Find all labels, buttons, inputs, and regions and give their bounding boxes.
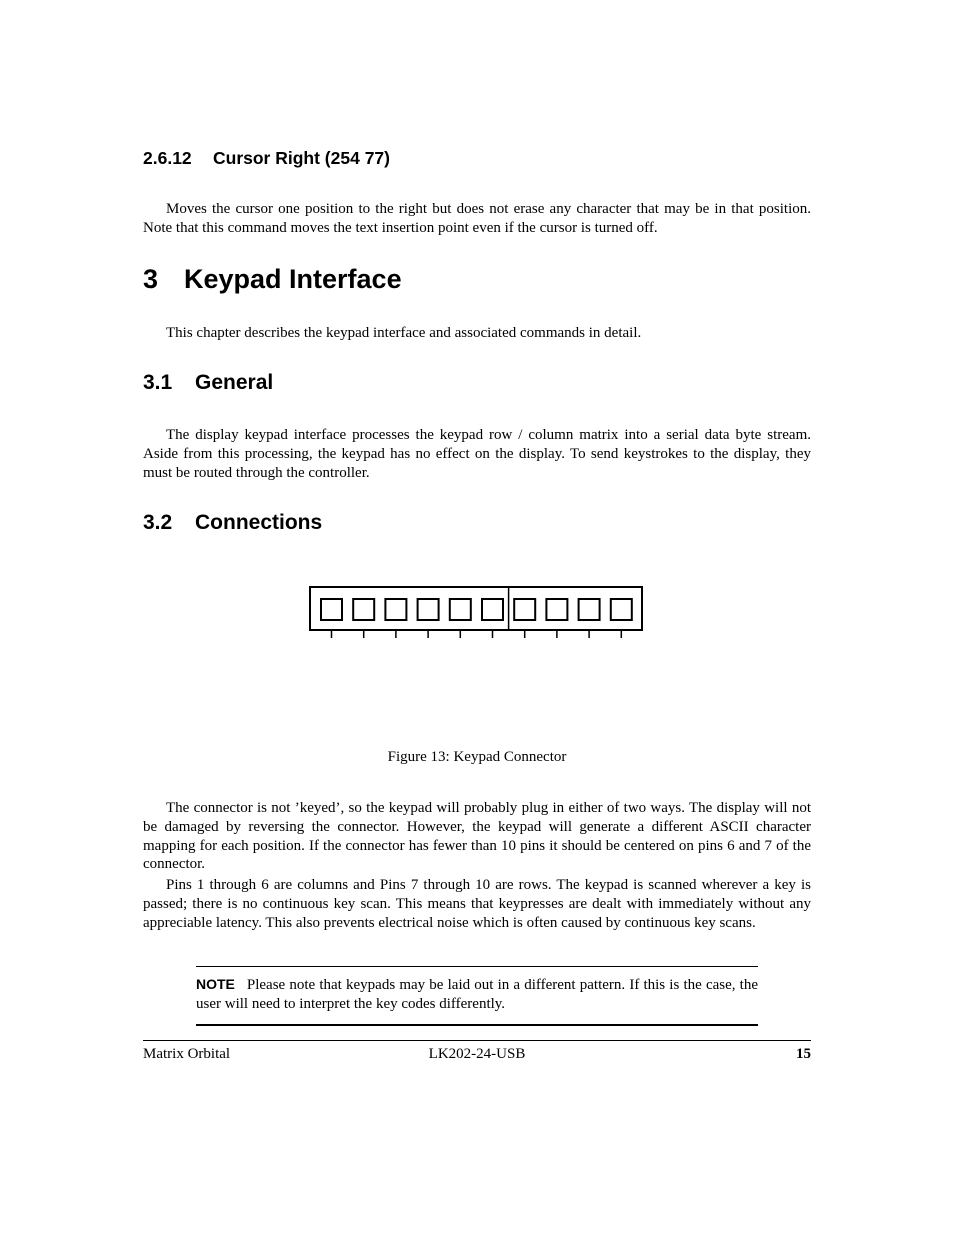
paragraph-cursor-right xyxy=(143,200,811,238)
chapter-title: Keypad Interface xyxy=(184,264,402,294)
section-title: General xyxy=(195,371,274,394)
note-box xyxy=(196,966,758,1026)
paragraph-text: The display keypad interface processes the keypad row / column matrix into a serial data byte stream. Aside from this processing, the keypad has no effect on the display. To send keystrokes to the display, they must be routed through the controller. xyxy=(143,427,811,481)
chapter-heading xyxy=(143,264,402,294)
paragraph-connector-keying xyxy=(143,799,811,933)
note-text: Please note that keypads may be laid out in a different pattern. If this is the case, the user will need to interpret the key codes differently. xyxy=(196,977,758,1012)
connector-pin-2 xyxy=(353,599,374,620)
paragraph-text: Pins 1 through 6 are columns and Pins 7 through 10 are rows. The keypad is scanned wherever a key is passed; there is no continuous key scan. This means that keypresses are dealt with immediately without any appreciable latency. This also prevents electrical noise which is often caused by continuous key scans. xyxy=(143,877,811,931)
note-label: NOTE xyxy=(196,976,235,992)
section-number: 3.2 xyxy=(143,511,173,534)
paragraph-text: The connector is not ’keyed’, so the keypad will probably plug in either of two ways. The display will not be damaged by reversing the connector. However, the keypad will generate a different ASCII character mapping for each position. If the connector has fewer than 10 pins it should be centered on pins 6 and 7 of the connector. xyxy=(143,800,811,873)
footer-model: LK202-24-USB xyxy=(428,1046,526,1062)
section-heading-general xyxy=(143,371,273,395)
subsection-title: Cursor Right (254 77) xyxy=(213,148,390,168)
keypad-connector-figure xyxy=(143,580,811,650)
paragraph-text: This chapter describes the keypad interface and associated commands in detail. xyxy=(166,325,642,341)
footer-company: Matrix Orbital xyxy=(143,1046,231,1062)
connector-pin-5 xyxy=(450,599,471,620)
connector-pin-9 xyxy=(579,599,600,620)
subsection-heading-cursor-right xyxy=(143,148,390,168)
connector-pin-6 xyxy=(482,599,503,620)
connector-pin-7 xyxy=(514,599,535,620)
connector-pin-4 xyxy=(418,599,439,620)
paragraph-chapter-intro xyxy=(143,324,811,343)
connector-pin-3 xyxy=(385,599,406,620)
connector-pin-1 xyxy=(321,599,342,620)
paragraph-general xyxy=(143,426,811,482)
section-heading-connections xyxy=(143,511,322,535)
paragraph-text: Moves the cursor one position to the right but does not erase any character that may be in that position. Note that this command moves the text insertion point even if the cursor is turned off. xyxy=(143,201,811,236)
chapter-number: 3 xyxy=(143,264,159,294)
connector-housing xyxy=(310,587,642,630)
footer-page-number: 15 xyxy=(796,1046,811,1062)
page-footer xyxy=(143,1040,811,1066)
section-title: Connections xyxy=(195,511,323,534)
connector-pin-10 xyxy=(611,599,632,620)
connector-pin-8 xyxy=(546,599,567,620)
section-number: 3.1 xyxy=(143,371,173,394)
subsection-number: 2.6.12 xyxy=(143,148,192,168)
figure-caption: Figure 13: Keypad Connector xyxy=(387,749,567,765)
